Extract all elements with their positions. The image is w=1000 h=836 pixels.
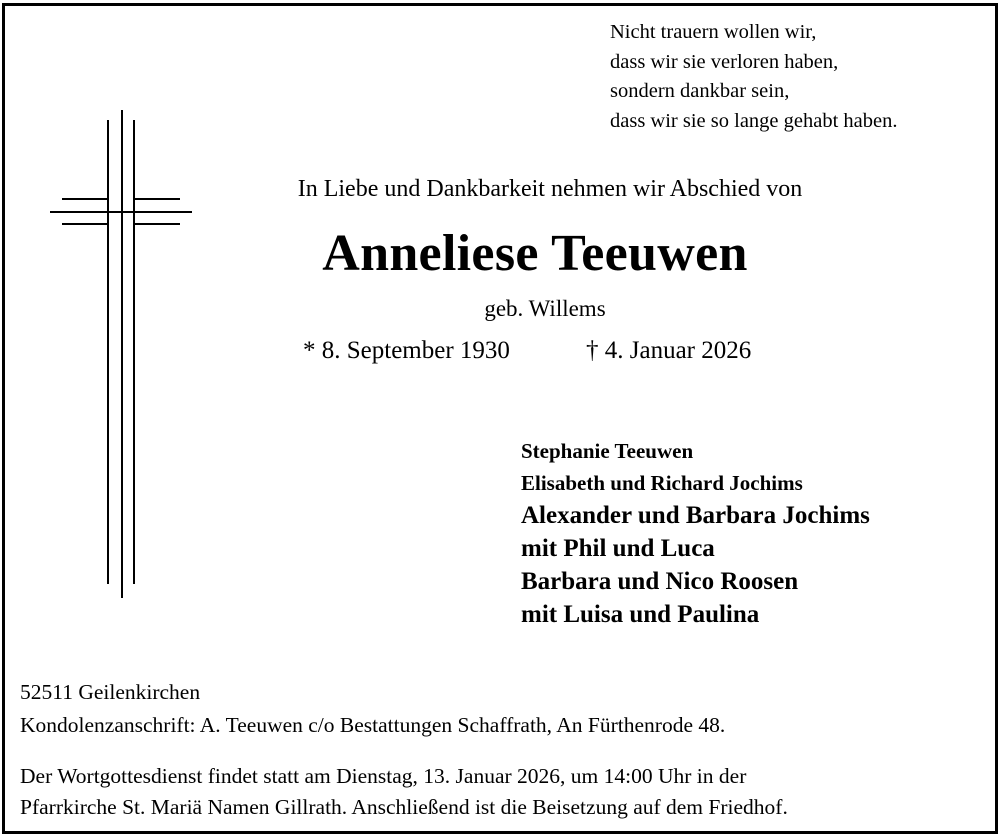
quote-block xyxy=(610,18,898,136)
mourners-list xyxy=(521,435,870,631)
address-line: 52511 Geilenkirchen xyxy=(20,680,201,704)
service-line: Der Wortgottesdienst findet statt am Dienstag, 13. Januar 2026, um 14:00 Uhr in der xyxy=(20,764,747,788)
mourner-line: mit Phil und Luca xyxy=(521,535,715,562)
mourner-line: mit Luisa und Paulina xyxy=(521,601,760,628)
mourner-line: Elisabeth und Richard Jochims xyxy=(521,471,803,495)
service-line: Pfarrkirche St. Mariä Namen Gillrath. Anschließend ist die Beisetzung auf dem Friedhof. xyxy=(20,795,788,819)
birth-name: geb. Willems xyxy=(484,296,606,321)
deceased-name: Anneliese Teeuwen xyxy=(322,225,748,282)
intro-text: In Liebe und Dankbarkeit nehmen wir Abschied von xyxy=(297,176,803,202)
mourner-line: Alexander und Barbara Jochims xyxy=(521,502,870,529)
mourner-line: Stephanie Teeuwen xyxy=(521,439,694,463)
quote-line: dass wir sie verloren haben, xyxy=(610,50,839,73)
quote-line: Nicht trauern wollen wir, xyxy=(610,21,817,43)
condolence-address: Kondolenzanschrift: A. Teeuwen c/o Bestattungen Schaffrath, An Fürthenrode 48. xyxy=(20,713,726,737)
birth-date: * 8. September 1930 xyxy=(303,337,510,364)
mourner-line: Barbara und Nico Roosen xyxy=(521,568,799,595)
quote-line: dass wir sie so lange gehabt haben. xyxy=(610,109,898,132)
quote-line: sondern dankbar sein, xyxy=(610,80,790,102)
service-info xyxy=(20,761,788,823)
death-date: † 4. Januar 2026 xyxy=(586,337,752,364)
